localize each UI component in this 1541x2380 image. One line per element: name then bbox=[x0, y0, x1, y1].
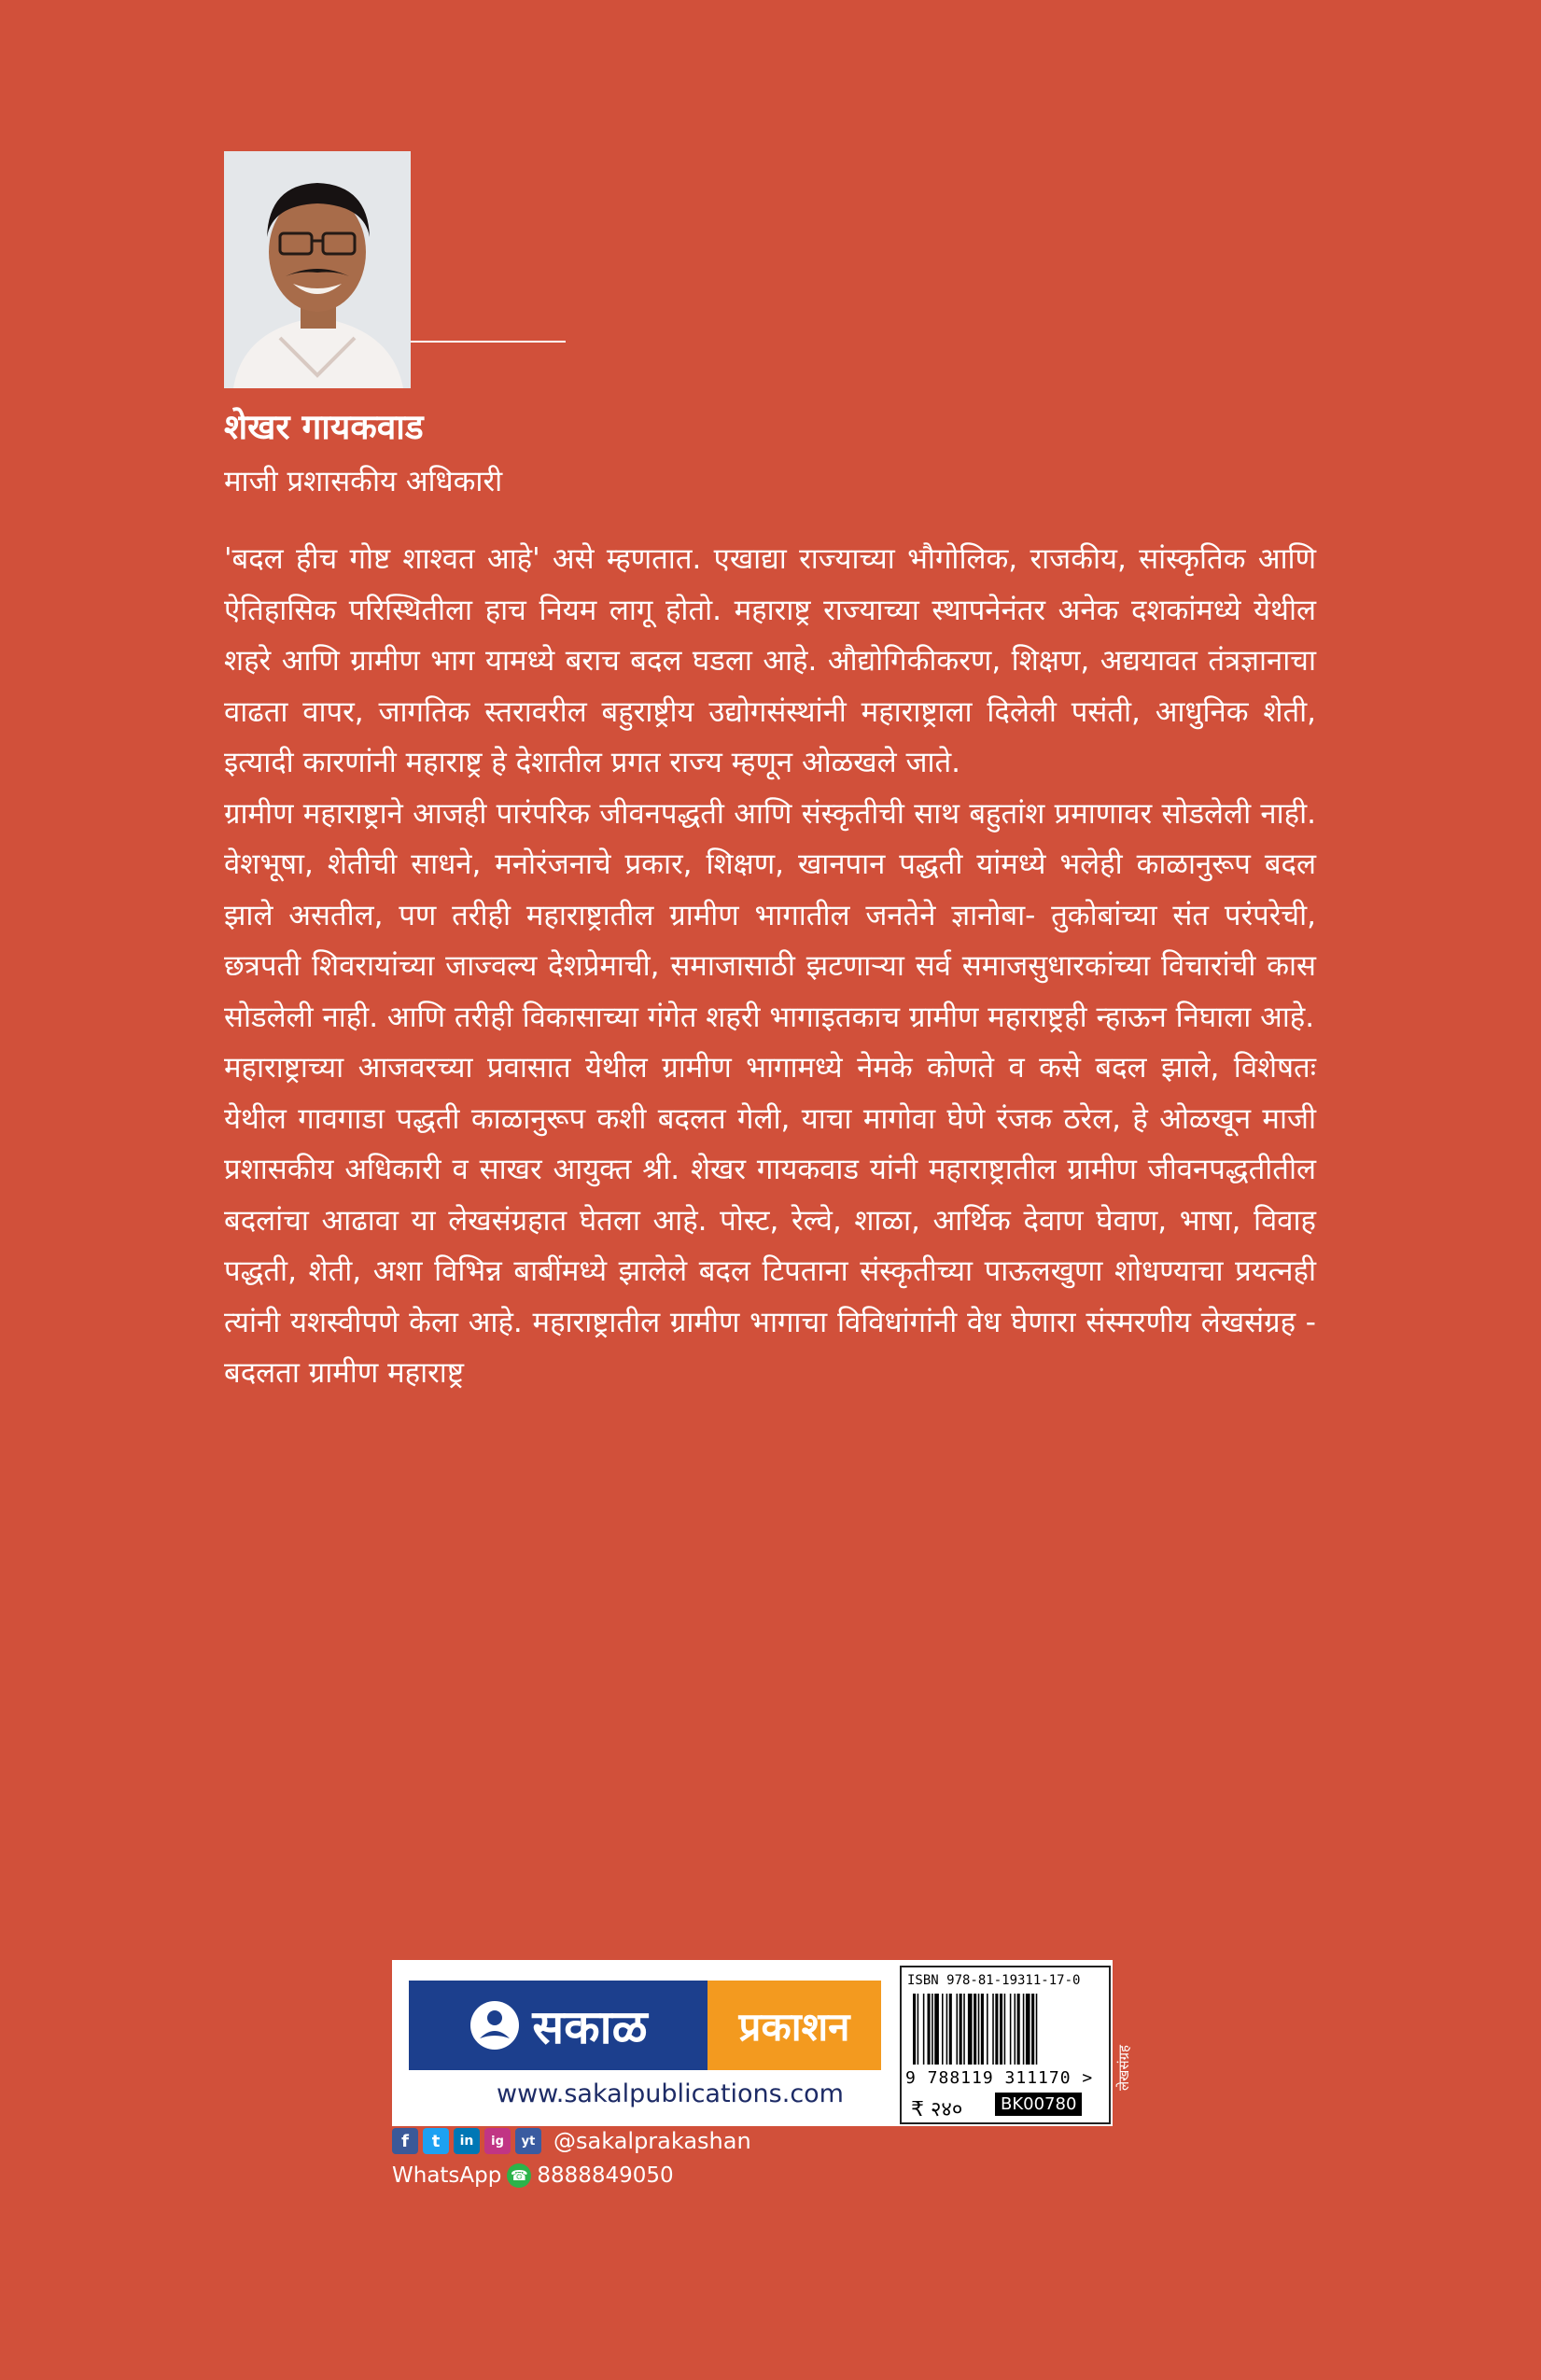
barcode-bar bbox=[934, 1994, 939, 2065]
publisher-website[interactable]: www.sakalpublications.com bbox=[497, 2079, 844, 2108]
barcode-bar bbox=[957, 1994, 959, 2065]
sakal-emblem-icon bbox=[469, 1999, 521, 2051]
youtube-icon[interactable]: yt bbox=[515, 2128, 541, 2154]
barcode-bar bbox=[1010, 1994, 1012, 2065]
publisher-box bbox=[392, 1960, 1113, 2126]
author-role: माजी प्रशासकीय अधिकारी bbox=[224, 465, 503, 498]
whatsapp-icon: ☎ bbox=[507, 2163, 531, 2188]
isbn-barcode bbox=[900, 1966, 1111, 2124]
publisher-logo-left bbox=[409, 1981, 707, 2070]
barcode-bar bbox=[942, 1994, 944, 2065]
barcode-bar bbox=[932, 1994, 933, 2065]
barcode-bar bbox=[1017, 1994, 1020, 2065]
blurb-paragraph: महाराष्ट्राच्या आजवरच्या प्रवासात येथील ग्रामीण भागामध्ये नेमके कोणते व कसे बदल झाले, विशेषतः येथील गावगाडा पद्धती काळानुरूप कशी बदलत गेली, याचा मागोवा घेणे रंजक ठरेल, हे ओळखून माजी प्रशासकीय अधिकारी व साखर आयुक्त श्री. शेखर गायकवाड यांनी महाराष्ट्रातील ग्रामीण जीवनपद्धतीतील बदलांचा आढावा या लेखसंग्रहात घेतला आहे. पोस्ट, रेल्वे, शाळा, आर्थिक देवाण घेवाण, भाषा, विवाह पद्धती, शेती, अशा विभिन्न बाबींमध्ये झालेले बदल टिपताना संस्कृतीच्या पाऊलखुणा शोधण्याचा प्रयत्नही त्यांनी यशस्वीपणे केला आहे. महाराष्ट्रातील ग्रामीण भागाचा विविधांगांनी वेध घेणारा संस्मरणीय लेखसंग्रह - बदलता ग्रामीण महाराष्ट्र bbox=[224, 1051, 1316, 1390]
book-code: BK00780 bbox=[995, 2093, 1082, 2116]
barcode-bar bbox=[1036, 1994, 1038, 2065]
barcode-bar bbox=[995, 1994, 998, 2065]
social-handle[interactable]: @sakalprakashan bbox=[553, 2128, 751, 2154]
barcode-bar bbox=[987, 1994, 988, 2065]
barcode-bar bbox=[946, 1994, 948, 2065]
barcode-bar bbox=[913, 1994, 916, 2065]
twitter-icon[interactable]: t bbox=[423, 2128, 449, 2154]
barcode-bar bbox=[1004, 1994, 1006, 2065]
book-blurb bbox=[224, 534, 1316, 1399]
barcode-bar bbox=[963, 1994, 965, 2065]
barcode-bar bbox=[949, 1994, 952, 2065]
whatsapp-number[interactable]: 8888849050 bbox=[537, 2163, 674, 2188]
social-links bbox=[392, 2128, 751, 2154]
isbn-number: ISBN 978-81-19311-17-0 bbox=[907, 1973, 1081, 1988]
barcode-bar bbox=[1023, 1994, 1025, 2065]
book-price: ₹ २४० bbox=[911, 2098, 963, 2121]
author-photo bbox=[224, 151, 411, 388]
barcode-bars bbox=[911, 1994, 1098, 2065]
publisher-logo bbox=[409, 1981, 881, 2070]
barcode-bar bbox=[968, 1994, 973, 2065]
facebook-icon[interactable]: f bbox=[392, 2128, 418, 2154]
genre-label: लेखसंग्रह bbox=[1115, 2044, 1132, 2091]
barcode-bar bbox=[981, 1994, 984, 2065]
barcode-bar bbox=[1031, 1994, 1034, 2065]
barcode-digits: 9 788119 311170 > bbox=[905, 2068, 1094, 2088]
barcode-bar bbox=[974, 1994, 976, 2065]
whatsapp-label: WhatsApp bbox=[392, 2163, 502, 2188]
author-name: शेखर गायकवाड bbox=[224, 407, 424, 447]
linkedin-icon[interactable]: in bbox=[454, 2128, 480, 2154]
publisher-name-right: प्रकाशन bbox=[738, 2003, 850, 2050]
barcode-bar bbox=[978, 1994, 980, 2065]
barcode-bar bbox=[918, 1994, 919, 2065]
publisher-name-left: सकाळ bbox=[532, 2000, 648, 2054]
blurb-paragraph: 'बदल हीच गोष्ट शाश्वत आहे' असे म्हणतात. एखाद्या राज्याच्या भौगोलिक, राजकीय, सांस्कृतिक आणि ऐतिहासिक परिस्थितीला हाच नियम लागू होतो. महाराष्ट्र राज्याच्या स्थापनेनंतर अनेक दशकांमध्ये येथील शहरे आणि ग्रामीण भाग यामध्ये बराच बदल घडला आहे. औद्योगिकीकरण, शिक्षण, अद्ययावत तंत्रज्ञानाचा वाढता वापर, जागतिक स्तरावरील बहुराष्ट्रीय उद्योगसंस्थांनी महाराष्ट्राला दिलेली पसंती, आधुनिक शेती, इत्यादी कारणांनी महाराष्ट्र हे देशातील प्रगत राज्य म्हणून ओळखले जाते. bbox=[224, 542, 1316, 779]
decorative-rule bbox=[411, 341, 566, 343]
instagram-icon[interactable]: ig bbox=[484, 2128, 511, 2154]
barcode-bar bbox=[992, 1994, 994, 2065]
blurb-paragraph: ग्रामीण महाराष्ट्राने आजही पारंपरिक जीवनपद्धती आणि संस्कृतीची साथ बहुतांश प्रमाणावर सोडलेली नाही. वेशभूषा, शेतीची साधने, मनोरंजनाचे प्रकार, शिक्षण, खानपान पद्धती यांमध्ये भलेही काळानुरूप बदल झाले असतील, पण तरीही महाराष्ट्रातील ग्रामीण भागातील जनतेने ज्ञानोबा- तुकोबांच्या संत परंपरेची, छत्रपती शिवरायांच्या जाज्वल्य देशप्रेमाची, समाजासाठी झटणाऱ्या सर्व समाजसुधारकांच्या विचारांची कास सोडलेली नाही. आणि तरीही विकासाच्या गंगेत शहरी भागाइतकाच ग्रामीण महाराष्ट्रही न्हाऊन निघाला आहे. bbox=[224, 796, 1316, 1034]
barcode-bar bbox=[1015, 1994, 1016, 2065]
barcode-bar bbox=[928, 1994, 931, 2065]
barcode-bar bbox=[923, 1994, 925, 2065]
publisher-logo-right bbox=[707, 1981, 881, 2070]
barcode-bar bbox=[1000, 1994, 1002, 2065]
whatsapp-contact bbox=[392, 2163, 674, 2188]
barcode-bar bbox=[960, 1994, 962, 2065]
barcode-bar bbox=[1026, 1994, 1030, 2065]
